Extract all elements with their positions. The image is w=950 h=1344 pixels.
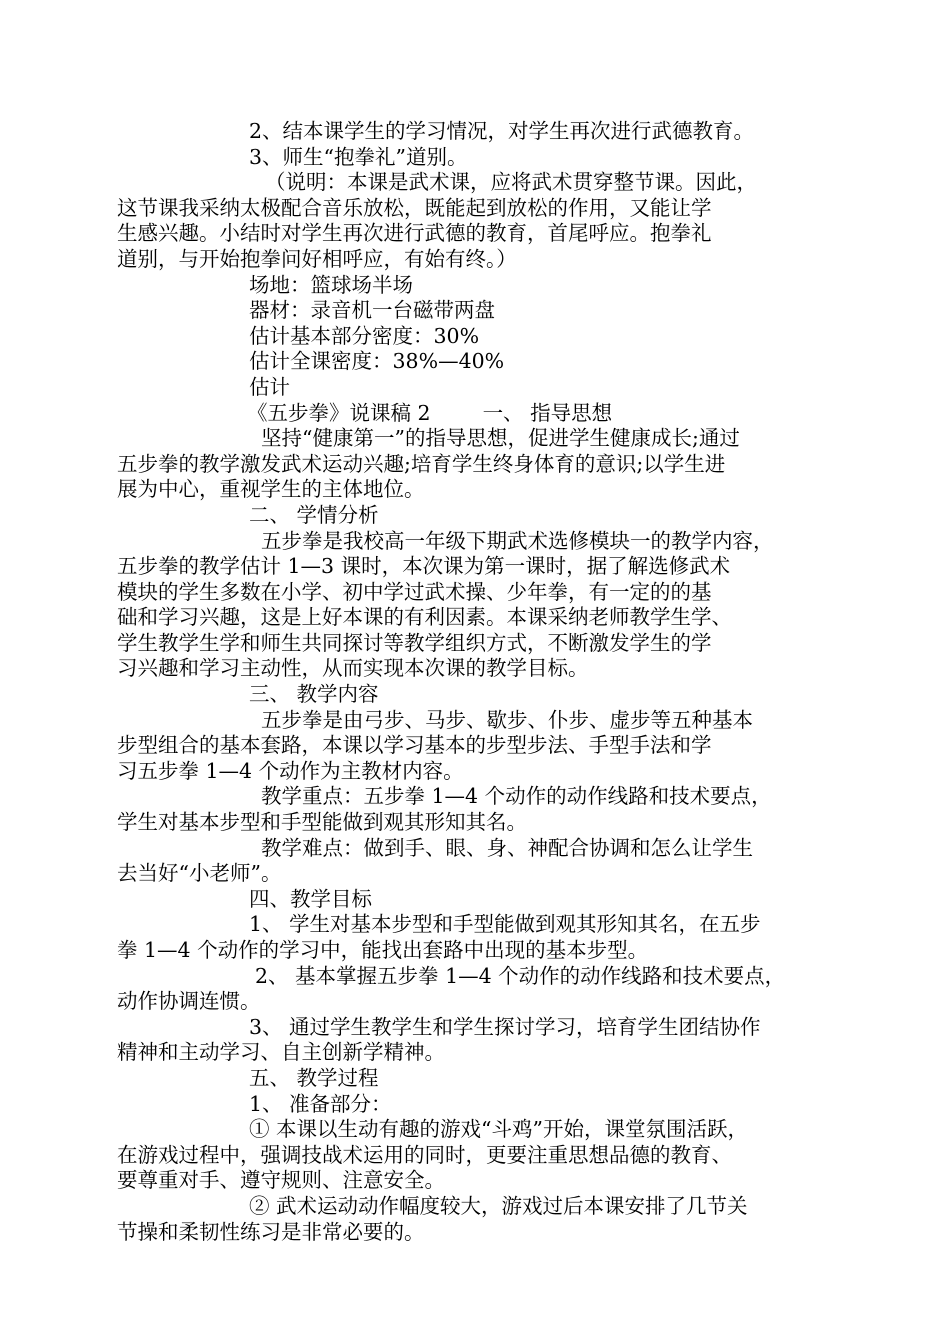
text-line: 三、 教学内容 (249, 682, 379, 707)
text-line: 3、 通过学生教学生和学生探讨学习，培育学生团结协作 (249, 1014, 761, 1039)
text-line: ② 武术运动动作幅度较大，游戏过后本课安排了几节关 (249, 1193, 748, 1218)
text-line: 教学重点：五步拳 1—4 个动作的动作线路和技术要点， (261, 784, 772, 809)
text-line: 估计全课密度：38%—40% (249, 349, 505, 374)
text-line: 坚持“健康第一”的指导思想，促进学生健康成长;通过 (261, 426, 740, 451)
text-line: ① 本课以生动有趣的游戏“斗鸡”开始，课堂氛围活跃， (249, 1117, 748, 1142)
text-line: 场地：篮球场半场 (249, 272, 413, 297)
text-line: 估计 (249, 374, 290, 399)
lesson-title-line (117, 401, 817, 427)
text-line: 器材：录音机一台磁带两盘 (249, 298, 495, 323)
text-line: 二、 学情分析 (249, 502, 379, 527)
text-line: 五步拳是我校高一年级下期武术选修模块一的教学内容， (261, 528, 774, 553)
text-line: 五步拳是由弓步、马步、歇步、仆步、虚步等五种基本 (261, 707, 753, 732)
text-line: 节操和柔韧性练习是非常必要的。 (117, 1219, 425, 1244)
text-line: 步型组合的基本套路，本课以学习基本的步型步法、手型手法和学 (117, 733, 712, 758)
text-line: 要尊重对手、遵守规则、注意安全。 (117, 1168, 445, 1193)
text-line: 础和学习兴趣，这是上好本课的有利因素。本课采纳老师教学生学、 (117, 605, 732, 630)
lesson-title: 《五步拳》说课稿 2 (247, 400, 431, 425)
text-line: 生感兴趣。小结时对学生再次进行武德的教育，首尾呼应。抱拳礼 (117, 221, 712, 246)
text-line: 1、 学生对基本步型和手型能做到观其形知其名，在五步 (249, 912, 761, 937)
text-line: 习五步拳 1—4 个动作为主教材内容。 (117, 758, 464, 783)
text-line: 拳 1—4 个动作的学习中，能找出套路中出现的基本步型。 (117, 938, 649, 962)
text-line: 四、教学目标 (249, 886, 372, 911)
text-line: 五步拳的教学激发武术运动兴趣;培育学生终身体育的意识;以学生进 (117, 451, 726, 476)
section-heading: 一、 指导思想 (482, 400, 613, 425)
text-line: 学生教学生学和师生共同探讨等教学组织方式，不断激发学生的学 (117, 630, 712, 655)
text-line: 五、 教学过程 (249, 1065, 379, 1090)
text-line: 2、结本课学生的学习情况，对学生再次进行武德教育。 (249, 119, 755, 143)
text-line: 1、 准备部分： (249, 1091, 392, 1116)
text-line: 2、 基本掌握五步拳 1—4 个动作的动作线路和技术要点， (255, 963, 786, 988)
text-line: 习兴趣和学习主动性，从而实现本次课的教学目标。 (117, 656, 589, 681)
text-line: 模块的学生多数在小学、初中学过武术操、少年拳，有一定的的基 (117, 579, 712, 604)
text-line: 在游戏过程中，强调技战术运用的同时，更要注重思想品德的教育、 (117, 1142, 732, 1167)
text-line: 3、师生“抱拳礼”道别。 (249, 144, 468, 169)
text-line: 五步拳的教学估计 1—3 课时，本次课为第一课时，据了解选修武术 (117, 554, 731, 579)
text-line: 精神和主动学习、自主创新学精神。 (117, 1040, 445, 1065)
text-line: 估计基本部分密度：30% (249, 323, 480, 348)
text-line: 这节课我采纳太极配合音乐放松，既能起到放松的作用，又能让学 (117, 195, 712, 220)
text-line: 动作协调连惯。 (117, 989, 261, 1014)
text-line: 教学难点：做到手、眼、身、神配合协调和怎么让学生 (261, 835, 753, 860)
text-line: （说明：本课是武术课，应将武术贯穿整节课。因此， (265, 170, 757, 195)
text-line: 道别，与开始抱拳问好相呼应，有始有终。） (117, 246, 517, 271)
text-line: 展为中心，重视学生的主体地位。 (117, 477, 425, 502)
text-line: 学生对基本步型和手型能做到观其形知其名。 (117, 810, 527, 835)
document-body (117, 119, 817, 1245)
text-line: 去当好“小老师”。 (117, 861, 282, 886)
